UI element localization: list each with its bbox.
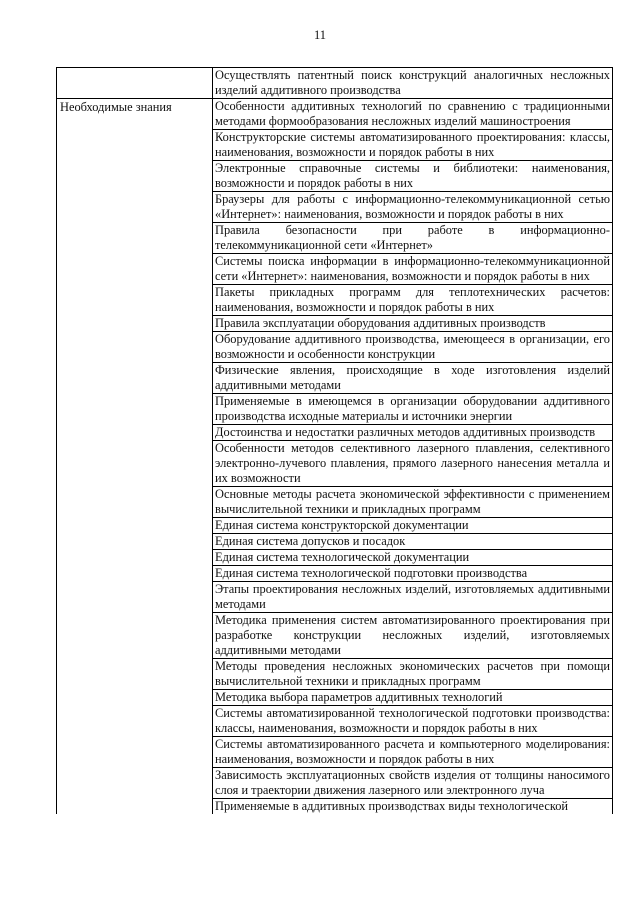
section-label: Необходимые знания [57,99,213,815]
table-row [57,99,613,130]
knowledge-item: Методика выбора параметров аддитивных технологий [213,690,613,706]
knowledge-item: Системы поиска информации в информационно-телекоммуникационной сети «Интернет»: наименования, возможности и порядок работы в них [213,254,613,285]
knowledge-item: Электронные справочные системы и библиотеки: наименования, возможности и порядок работы в них [213,161,613,192]
page-number: 11 [313,28,327,42]
knowledge-item: Этапы проектирования несложных изделий, изготовляемых аддитивными методами [213,582,613,613]
knowledge-item: Зависимость эксплуатационных свойств изделия от толщины наносимого слоя и траектории движения лазерного или электронного луча [213,768,613,799]
knowledge-item: Единая система технологической подготовки производства [213,566,613,582]
knowledge-item: Браузеры для работы с информационно-телекоммуникационной сетью «Интернет»: наименования, возможности и порядок работы в них [213,192,613,223]
knowledge-item: Системы автоматизированной технологической подготовки производства: классы, наименования, возможности и порядок работы в них [213,706,613,737]
knowledge-item: Системы автоматизированного расчета и компьютерного моделирования: наименования, возможности и порядок работы в них [213,737,613,768]
table-row [57,68,613,99]
row-label-empty [57,68,213,99]
knowledge-item: Единая система технологической документации [213,550,613,566]
knowledge-item: Применяемые в аддитивных производствах виды технологической [213,799,613,815]
knowledge-item: Правила безопасности при работе в информационно-телекоммуникационной сети «Интернет» [213,223,613,254]
knowledge-item: Применяемые в имеющемся в организации оборудовании аддитивного производства исходные материалы и источники энергии [213,394,613,425]
knowledge-item: Единая система конструкторской документации [213,518,613,534]
knowledge-item: Достоинства и недостатки различных методов аддитивных производств [213,425,613,441]
knowledge-item: Основные методы расчета экономической эффективности с применением вычислительной техники и прикладных программ [213,487,613,518]
knowledge-item: Методика применения систем автоматизированного проектирования при разработке конструкции несложных изделий, изготовляемых аддитивными методами [213,613,613,659]
table-cell: Осуществлять патентный поиск конструкций аналогичных несложных изделий аддитивного производства [213,68,613,99]
knowledge-item: Единая система допусков и посадок [213,534,613,550]
knowledge-item: Оборудование аддитивного производства, имеющееся в организации, его возможности и особенности конструкции [213,332,613,363]
knowledge-item: Особенности методов селективного лазерного плавления, селективного электронно-лучевого плавления, прямого лазерного нанесения металла и их возможности [213,441,613,487]
knowledge-table [56,67,613,814]
knowledge-item: Конструкторские системы автоматизированного проектирования: классы, наименования, возможности и порядок работы в них [213,130,613,161]
knowledge-item: Методы проведения несложных экономических расчетов при помощи вычислительной техники и прикладных программ [213,659,613,690]
knowledge-item: Физические явления, происходящие в ходе изготовления изделий аддитивными методами [213,363,613,394]
knowledge-item: Пакеты прикладных программ для теплотехнических расчетов: наименования, возможности и порядок работы в них [213,285,613,316]
knowledge-item: Особенности аддитивных технологий по сравнению с традиционными методами формообразования несложных изделий машиностроения [213,99,613,130]
knowledge-item: Правила эксплуатации оборудования аддитивных производств [213,316,613,332]
